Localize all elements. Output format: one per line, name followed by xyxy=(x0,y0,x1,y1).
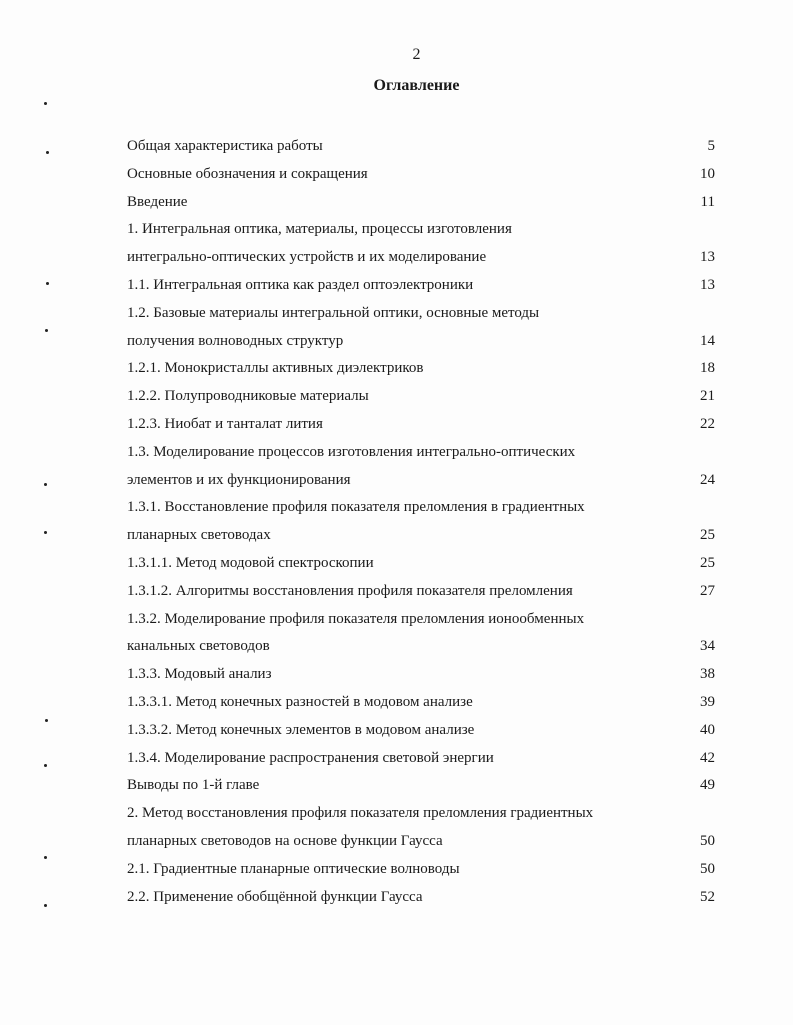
toc-entry-text: интегрально-оптических устройств и их моделирование xyxy=(127,249,487,266)
toc-entry-text: канальных световодов xyxy=(127,638,270,655)
toc-entry xyxy=(127,800,715,856)
toc-entry xyxy=(127,355,715,383)
toc-entry xyxy=(127,550,715,578)
toc-entry xyxy=(127,745,715,773)
toc-entry-text: получения волноводных структур xyxy=(127,332,344,349)
toc-entry-page: 49 xyxy=(700,777,715,794)
scan-speck xyxy=(44,531,47,534)
toc-entry-page: 25 xyxy=(700,527,715,544)
toc-entry-text: 1. Интегральная оптика, материалы, процессы изготовления xyxy=(127,221,512,238)
toc-entry-page: 50 xyxy=(700,860,715,877)
toc-entry-page: 52 xyxy=(700,888,715,905)
toc-entry-page: 38 xyxy=(700,666,715,683)
toc-entry-text: 1.3.4. Моделирование распространения световой энергии xyxy=(127,749,494,766)
toc-entry xyxy=(127,661,715,689)
toc-entry-text: 2.2. Применение обобщённой функции Гаусса xyxy=(127,888,423,905)
toc-entry-text: 1.3.3.2. Метод конечных элементов в модовом анализе xyxy=(127,721,475,738)
toc-entry-page: 42 xyxy=(700,749,715,766)
toc-entry-page: 11 xyxy=(700,193,715,210)
toc-entry-text: 1.2. Базовые материалы интегральной оптики, основные методы xyxy=(127,304,540,321)
scan-speck xyxy=(44,483,47,486)
toc-entry-page: 22 xyxy=(700,415,715,432)
toc-entry xyxy=(127,717,715,745)
toc-entry-text: 1.2.2. Полупроводниковые материалы xyxy=(127,388,369,405)
toc-entry-text: Введение xyxy=(127,193,188,210)
toc-entry-text: 1.1. Интегральная оптика как раздел оптоэлектроники xyxy=(127,276,474,293)
scan-speck xyxy=(44,856,47,859)
toc-entry-text: 2.1. Градиентные планарные оптические волноводы xyxy=(127,860,460,877)
toc-entry-text: 1.3.1.2. Алгоритмы восстановления профиля показателя преломления xyxy=(127,582,573,599)
toc-entry-text: элементов и их функционирования xyxy=(127,471,351,488)
toc-entry-text: 1.3.3.1. Метод конечных разностей в модовом анализе xyxy=(127,693,473,710)
toc-entry-text: Основные обозначения и сокращения xyxy=(127,165,368,182)
scan-speck xyxy=(46,151,49,154)
toc-entry-page: 39 xyxy=(700,693,715,710)
scan-speck xyxy=(45,719,48,722)
toc-entry-text: 1.3.2. Моделирование профиля показателя преломления ионообменных xyxy=(127,610,585,627)
toc-entry xyxy=(127,189,715,217)
scan-speck xyxy=(44,904,47,907)
toc-entry-text: Выводы по 1-й главе xyxy=(127,777,260,794)
toc-entry-text: 1.2.1. Монокристаллы активных диэлектриков xyxy=(127,360,424,377)
toc-entry-text: 1.3.1. Восстановление профиля показателя преломления в градиентных xyxy=(127,499,585,516)
toc-entry xyxy=(127,161,715,189)
toc-entry-page: 50 xyxy=(700,832,715,849)
toc-entry-page: 24 xyxy=(700,471,715,488)
table-of-contents xyxy=(127,133,715,911)
toc-entry xyxy=(127,689,715,717)
toc-entry-page: 18 xyxy=(700,360,715,377)
toc-entry-page: 10 xyxy=(700,165,715,182)
toc-entry xyxy=(127,300,715,356)
toc-entry xyxy=(127,772,715,800)
toc-entry xyxy=(127,494,715,550)
scan-speck xyxy=(44,102,47,105)
toc-entry-text: планарных световодов на основе функции Гаусса xyxy=(127,832,443,849)
page-number: 2 xyxy=(412,46,421,63)
toc-entry-page: 5 xyxy=(707,138,715,154)
toc-entry-page: 13 xyxy=(700,249,715,266)
toc-entry-text: 1.3.1.1. Метод модовой спектроскопии xyxy=(127,554,374,571)
scan-speck xyxy=(44,764,47,767)
toc-entry-page: 40 xyxy=(700,721,715,738)
toc-entry-page: 21 xyxy=(700,388,715,405)
toc-entry-page: 13 xyxy=(700,276,715,293)
toc-entry xyxy=(127,578,715,606)
toc-entry xyxy=(127,856,715,884)
toc-entry xyxy=(127,884,715,912)
toc-entry-text: 1.3. Моделирование процессов изготовления интегрально-оптических xyxy=(127,443,576,460)
toc-entry xyxy=(127,606,715,662)
scan-speck xyxy=(45,329,48,332)
toc-entry-text: 2. Метод восстановления профиля показателя преломления градиентных xyxy=(127,805,594,822)
toc-entry xyxy=(127,133,715,161)
toc-entry-text: Общая характеристика работы xyxy=(127,138,323,154)
toc-entry xyxy=(127,216,715,272)
toc-entry xyxy=(127,411,715,439)
toc-entry-text: 1.3.3. Модовый анализ xyxy=(127,666,272,683)
toc-title: Оглавление xyxy=(373,77,460,94)
toc-entry xyxy=(127,439,715,495)
toc-entry-page: 34 xyxy=(700,638,715,655)
toc-entry-page: 14 xyxy=(700,332,715,349)
scan-speck xyxy=(46,282,49,285)
toc-entry xyxy=(127,383,715,411)
toc-entry-page: 27 xyxy=(700,582,715,599)
toc-entry-text: 1.2.3. Ниобат и танталат лития xyxy=(127,415,323,432)
toc-entry-text: планарных световодах xyxy=(127,527,271,544)
toc-entry-page: 25 xyxy=(700,554,715,571)
toc-entry xyxy=(127,272,715,300)
